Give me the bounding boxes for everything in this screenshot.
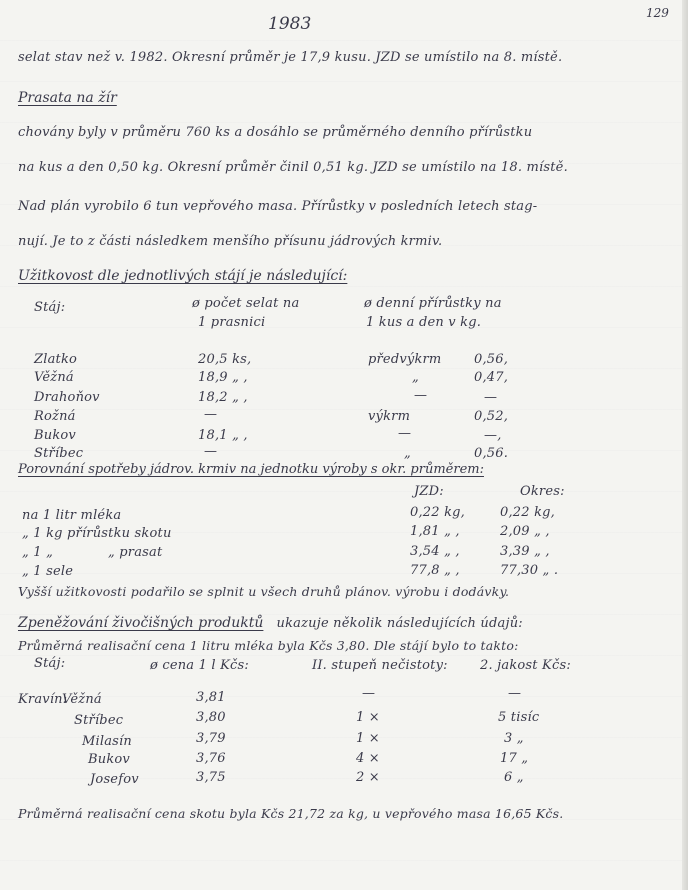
- text-line: Vyšší užitkovosti podařilo se splnit u všech druhů plánov. výrobu i dodávky.: [18, 584, 510, 599]
- okres-value: 77,30 „ .: [500, 563, 559, 578]
- price-value: 3,80: [196, 710, 226, 725]
- quality-class-value: 17 „: [500, 751, 529, 766]
- stable-name: Bukov: [34, 428, 76, 443]
- column-header: ø denní přírůstky na: [364, 296, 502, 311]
- gain-value: —: [484, 390, 498, 405]
- price-value: 3,79: [196, 731, 226, 746]
- stable-name: Stříbec: [34, 446, 84, 461]
- quality-value: 1 ×: [356, 731, 380, 746]
- jzd-value: 1,81 „ ,: [410, 524, 460, 539]
- section-heading: Zpeněžování živočišných produktů: [18, 615, 264, 631]
- jzd-value: 0,22 kg,: [410, 505, 466, 520]
- stable-name: Stříbec: [74, 713, 124, 728]
- quality-class-value: 6 „: [504, 770, 524, 785]
- text-line: nují. Je to z části následkem menšího přísunu jádrových krmiv.: [18, 234, 443, 249]
- stable-name: Bukov: [88, 752, 130, 767]
- column-header: II. stupeň nečistoty:: [312, 658, 448, 673]
- column-header: Okres:: [520, 484, 565, 499]
- column-header: ø cena 1 l Kčs:: [150, 658, 249, 673]
- okres-value: 0,22 kg,: [500, 505, 556, 520]
- text-line: chovány byly v průměru 760 ks a dosáhlo se průměrného denního přírůstku: [18, 125, 533, 140]
- column-header: 2. jakost Kčs:: [480, 658, 571, 673]
- section-heading: Užitkovost dle jednotlivých stájí je následující:: [18, 268, 348, 284]
- row-label: „ 1 „: [22, 545, 54, 560]
- text-line: Nad plán vyrobilo 6 tun vepřového masa. Přírůstky v posledních letech stag-: [18, 199, 538, 214]
- stable-name: Milasín: [82, 734, 132, 749]
- page-number: 129: [646, 6, 669, 20]
- piglets-value: 18,2 „ ,: [198, 390, 248, 405]
- column-header: 1 prasnici: [198, 315, 266, 330]
- gain-value: —,: [484, 428, 502, 443]
- stable-name: Zlatko: [34, 352, 78, 367]
- gain-value: 0,56,: [474, 352, 509, 367]
- quality-class-value: —: [508, 686, 522, 701]
- quality-value: 4 ×: [356, 751, 380, 766]
- text-line: Průměrná realisační cena skotu byla Kčs 21,72 za kg, u vepřového masa 16,65 Kčs.: [18, 806, 564, 821]
- stable-name: Věžná: [62, 692, 102, 707]
- piglets-value: —: [204, 444, 218, 459]
- okres-value: 3,39 „ ,: [500, 544, 550, 559]
- row-label: „ 1 sele: [22, 564, 74, 579]
- gain-value: 0,47,: [474, 370, 509, 385]
- stable-name: Josefov: [90, 772, 139, 787]
- group-label: Kravín:: [18, 692, 68, 707]
- okres-value: 2,09 „ ,: [500, 524, 550, 539]
- feeding-type: výkrm: [368, 409, 411, 424]
- price-value: 3,76: [196, 751, 226, 766]
- gain-value: 0,56.: [474, 446, 509, 461]
- feeding-type: předvýkrm: [368, 352, 442, 367]
- feeding-type: —: [398, 426, 412, 441]
- feeding-type: —: [414, 388, 428, 403]
- quality-class-value: 5 tisíc: [498, 710, 540, 725]
- quality-value: —: [362, 686, 376, 701]
- column-header: Stáj:: [34, 300, 66, 315]
- piglets-value: 20,5 ks,: [198, 352, 252, 367]
- text-line: Průměrná realisační cena 1 litru mléka byla Kčs 3,80. Dle stájí bylo to takto:: [18, 638, 519, 653]
- feeding-type: „: [404, 446, 411, 461]
- column-header: Stáj:: [34, 656, 66, 671]
- row-label: na 1 litr mléka: [22, 508, 122, 523]
- jzd-value: 77,8 „ ,: [410, 563, 460, 578]
- price-value: 3,75: [196, 770, 226, 785]
- column-header: JZD:: [414, 484, 444, 499]
- piglets-value: 18,1 „ ,: [198, 428, 248, 443]
- gain-value: 0,52,: [474, 409, 509, 424]
- section-line: [18, 612, 523, 631]
- price-value: 3,81: [196, 690, 226, 705]
- row-label: „ 1 kg přírůstku skotu: [22, 526, 172, 541]
- stable-name: Drahoňov: [34, 390, 100, 405]
- section-heading: Porovnání spotřeby jádrov. krmiv na jednotku výroby s okr. průměrem:: [18, 462, 484, 477]
- quality-value: 1 ×: [356, 710, 380, 725]
- quality-value: 2 ×: [356, 770, 380, 785]
- stable-name: Věžná: [34, 370, 74, 385]
- text-segment: ukazuje několik následujících údajů:: [276, 616, 523, 631]
- column-header: ø počet selat na: [192, 296, 300, 311]
- row-label-extra: „ prasat: [108, 545, 163, 560]
- text-line: selat stav než v. 1982. Okresní průměr je 17,9 kusu. JZD se umístilo na 8. místě.: [18, 50, 563, 65]
- text-line: na kus a den 0,50 kg. Okresní průměr činil 0,51 kg. JZD se umístilo na 18. místě.: [18, 160, 568, 175]
- year-heading: 1983: [268, 14, 312, 34]
- stable-name: Rožná: [34, 409, 76, 424]
- feeding-type: „: [412, 370, 419, 385]
- piglets-value: —: [204, 407, 218, 422]
- section-heading: Prasata na žír: [18, 90, 117, 106]
- piglets-value: 18,9 „ ,: [198, 370, 248, 385]
- quality-class-value: 3 „: [504, 731, 524, 746]
- jzd-value: 3,54 „ ,: [410, 544, 460, 559]
- column-header: 1 kus a den v kg.: [366, 315, 482, 330]
